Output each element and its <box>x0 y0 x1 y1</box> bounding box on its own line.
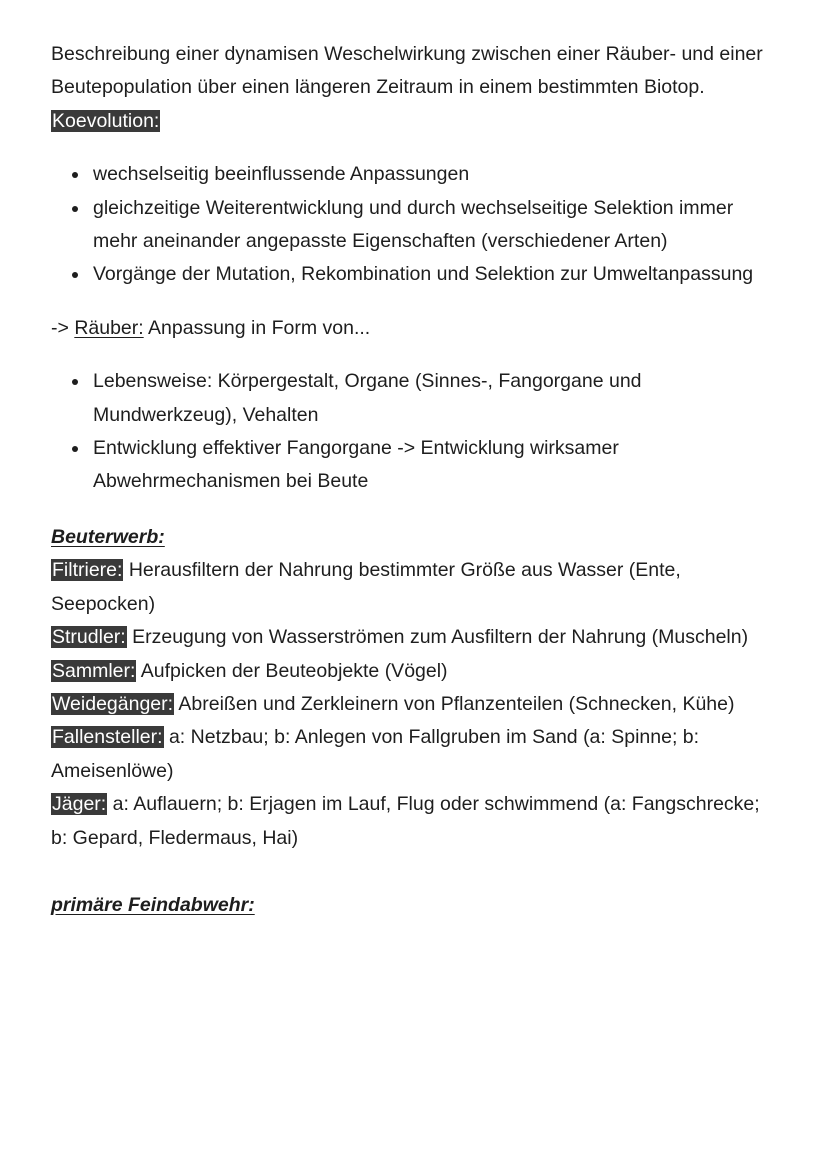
term-label: Strudler: <box>52 626 126 649</box>
beuterwerb-entry-sammler <box>51 655 776 688</box>
raeuber-list <box>51 365 776 499</box>
beuterwerb-entry-strudler <box>51 621 776 654</box>
raeuber-text: Anpassung in Form von... <box>143 316 371 339</box>
beuterwerb-entry-jaeger <box>51 788 776 855</box>
intro-paragraph: Beschreibung einer dynamisen Weschelwirkung zwischen einer Räuber- und einer Beutepopulation über einen längeren Zeitraum in einem bestimmten Biotop. <box>51 43 763 99</box>
list-item: gleichzeitige Weiterentwicklung und durch wechselseitige Selektion immer mehr aneinander angepasste Eigenschaften (verschiedener Arten) <box>93 192 776 259</box>
feindabwehr-heading <box>51 889 776 922</box>
term-label: Filtriere: <box>52 559 123 582</box>
term-description: a: Netzbau; b: Anlegen von Fallgruben im Sand (a: Spinne; b: Ameisenlöwe) <box>51 726 700 782</box>
term-label: Jäger: <box>52 793 107 816</box>
term-label: Weidegänger: <box>52 692 174 715</box>
beuterwerb-heading-text: Beuterwerb: <box>51 525 165 548</box>
list-item: Lebensweise: Körpergestalt, Organe (Sinnes-, Fangorgane und Mundwerkzeug), Vehalten <box>93 365 776 432</box>
list-item: Entwicklung effektiver Fangorgane -> Entwicklung wirksamer Abwehrmechanismen bei Beute <box>93 432 776 499</box>
koevolution-label: Koevolution: <box>52 109 160 132</box>
beuterwerb-entry-weidegaenger <box>51 688 776 721</box>
term-description: Aufpicken der Beuteobjekte (Vögel) <box>136 659 448 682</box>
list-item: wechselseitig beeinflussende Anpassungen <box>93 158 776 191</box>
term-description: Herausfiltern der Nahrung bestimmter Größe aus Wasser (Ente, Seepocken) <box>51 559 681 615</box>
raeuber-label: Räuber: <box>74 316 144 339</box>
term-label: Sammler: <box>52 659 136 682</box>
feindabwehr-heading-text: primäre Feindabwehr: <box>51 893 255 916</box>
arrow-prefix: -> <box>51 316 75 339</box>
raeuber-line <box>51 312 776 345</box>
list-item: Vorgänge der Mutation, Rekombination und Selektion zur Umweltanpassung <box>93 258 776 291</box>
term-description: Abreißen und Zerkleinern von Pflanzenteilen (Schnecken, Kühe) <box>174 692 735 715</box>
beuterwerb-heading <box>51 521 776 554</box>
beuterwerb-entry-fallensteller <box>51 721 776 788</box>
term-description: a: Auflauern; b: Erjagen im Lauf, Flug oder schwimmend (a: Fangschrecke; b: Gepard, Fledermaus, Hai) <box>51 793 760 849</box>
beuterwerb-entry-filtriere <box>51 554 776 621</box>
term-label: Fallensteller: <box>52 726 163 749</box>
koevolution-list <box>51 158 776 292</box>
term-description: Erzeugung von Wasserströmen zum Ausfiltern der Nahrung (Muscheln) <box>126 626 749 649</box>
koevolution-heading <box>51 105 776 138</box>
